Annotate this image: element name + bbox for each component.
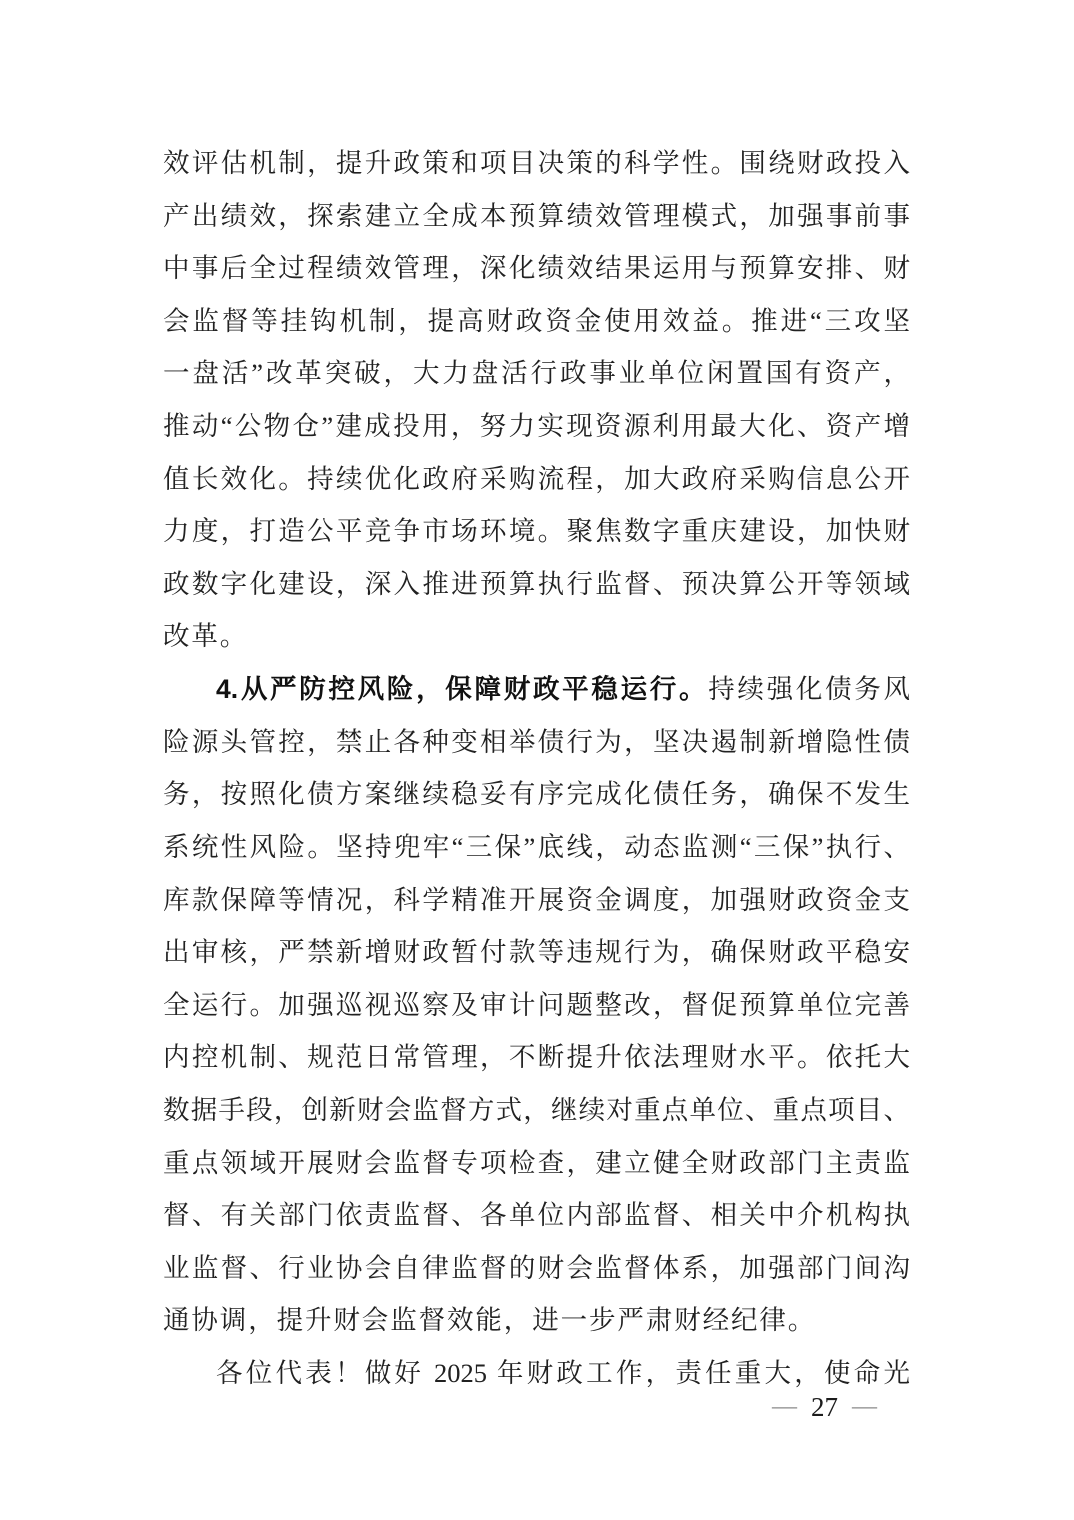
text-line-paragraph-end: 通协调，提升财会监督效能，进一步严肃财经纪律。 [163,1305,817,1336]
page-number-dash-right: — [852,1393,877,1420]
text-line: 会监督等挂钩机制，提高财政资金使用效益。推进“三攻坚 [163,305,910,336]
text-line: 全运行。加强巡视巡察及审计问题整改，督促预算单位完善 [163,989,910,1020]
text-line: 督、有关部门依责监督、各单位内部监督、相关中介机构执 [163,1200,910,1231]
text-line: 产出绩效，探索建立全成本预算绩效管理模式，加强事前事 [163,200,910,231]
text-line: 中事后全过程绩效管理，深化绩效结果运用与预算安排、财 [163,253,910,284]
text-line: 库款保障等情况，科学精准开展资金调度，加强财政资金支 [163,884,910,915]
text-run: 持续强化债务风 [708,674,910,705]
body-text [163,137,910,1400]
text-line: 数据手段，创新财会监督方式，继续对重点单位、重点项目、 [163,1094,910,1125]
text-line: 务，按照化债方案继续稳妥有序完成化债任务，确保不发生 [163,779,910,810]
text-line: 各位代表！做好 2025 年财政工作，责任重大，使命光 [216,1358,910,1389]
text-line: 系统性风险。坚持兜牢“三保”底线，动态监测“三保”执行、 [163,831,910,862]
text-line [163,663,910,716]
text-line: 效评估机制，提升政策和项目决策的科学性。围绕财政投入 [163,148,910,178]
text-line: 政数字化建设，深入推进预算执行监督、预决算公开等领域 [163,568,910,599]
text-line: 重点领域开展财会监督专项检查，建立健全财政部门主责监 [163,1147,910,1178]
section-heading-4: 4.从严防控风险，保障财政平稳运行。 [216,674,709,705]
text-line: 内控机制、规范日常管理，不断提升依法理财水平。依托大 [163,1042,910,1073]
text-line: 出审核，严禁新增财政暂付款等违规行为，确保财政平稳安 [163,937,910,968]
text-line: 险源头管控，禁止各种变相举债行为，坚决遏制新增隐性债 [163,726,910,757]
text-line-paragraph-end: 改革。 [163,621,249,652]
text-line: 力度，打造公平竞争市场环境。聚焦数字重庆建设，加快财 [163,516,910,547]
text-line: 一盘活”改革突破，大力盘活行政事业单位闲置国有资产， [163,358,910,389]
page-number-value: 27 [811,1392,838,1422]
page-number-dash-left: — [772,1393,797,1420]
page-number [772,1390,877,1424]
text-line: 推动“公物仓”建成投用，努力实现资源利用最大化、资产增 [163,411,910,442]
text-line: 业监督、行业协会自律监督的财会监督体系，加强部门间沟 [163,1252,910,1283]
text-line: 值长效化。持续优化政府采购流程，加大政府采购信息公开 [163,463,910,494]
